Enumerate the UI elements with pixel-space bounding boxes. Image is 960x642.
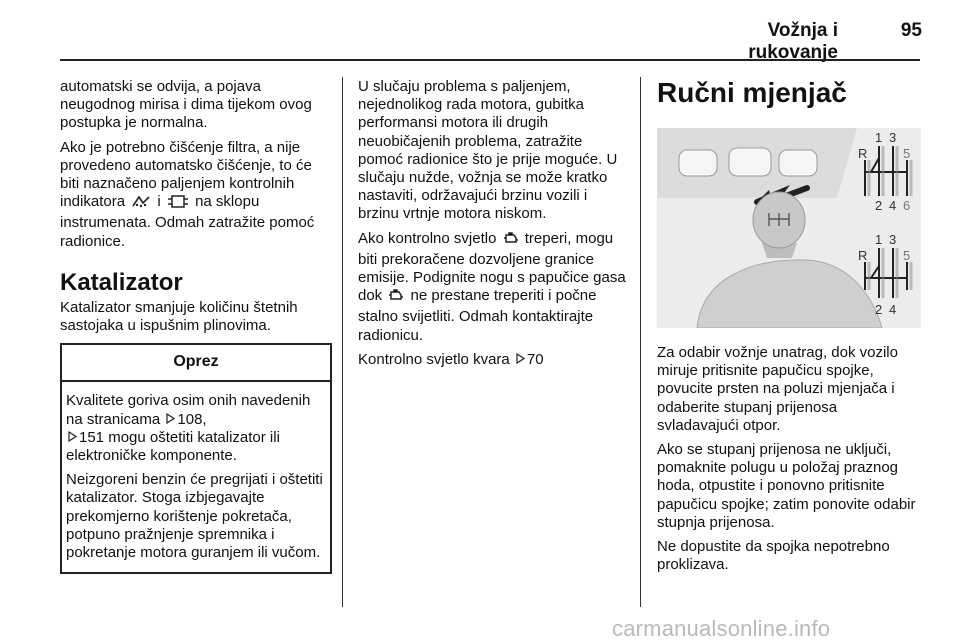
column-2 [358, 78, 630, 375]
text: na sklopu instrumenata. Odmah zatražite pomoć radionice. [60, 193, 315, 250]
paragraph: U slučaju problema s paljenjem, nejednolikog rada motora, gubitka performansi motora ili drugih neuobičajenih problema, zatražite pomoć radionice što je prije moguće. U slučaju nužde, vožnja se može kratko nastaviti, održavajući brzinu vozili i brzinu vrtnje motora niskom. [358, 78, 618, 223]
paragraph [358, 351, 630, 369]
page-reference-link[interactable]: 70 [526, 350, 544, 368]
page-number: 95 [900, 20, 922, 41]
header-rule [60, 59, 920, 61]
shift-label-4-bottom: 4 [889, 302, 897, 317]
text: Kontrolno svjetlo kvara [358, 350, 510, 368]
text: Kvalitete goriva osim onih navedenih na stranicama [66, 392, 311, 428]
shift-label-5-top: 5 [903, 146, 911, 161]
paragraph: Katalizator smanjuje količinu štetnih sastojaka u ispušnim plinovima. [60, 298, 298, 335]
page-reference-icon [516, 351, 525, 369]
paragraph: Za odabir vožnje unatrag, dok vozilo miruje pritisnite papučicu spojke, povucite prsten na poluzi mjenjača i odaberite stupanj prijenosa svladavajući otpor. [657, 344, 898, 434]
engine-electronics-icon [167, 194, 189, 214]
paragraph [60, 139, 332, 251]
text: ne prestane treperiti i počne stalno svijetliti. Odmah kontaktirajte radionicu. [358, 287, 597, 344]
diesel-filter-icon [131, 194, 151, 214]
text: Ako je potrebno čišćenje filtra, a nije provedeno automatsko čišćenje, to će biti naznačeno paljenjem kontrolnih indikatora [60, 138, 312, 211]
malfunction-lamp-icon [503, 231, 519, 251]
paragraph [358, 230, 630, 345]
column-divider [640, 77, 641, 607]
section-title-manual-transmission: Ručni mjenjač [657, 77, 847, 108]
caution-title: Oprez [62, 345, 330, 382]
shift-label-3-bottom: 3 [889, 232, 897, 247]
paragraph: automatski se odvija, a pojava neugodnog mirisa i dima tijekom ovog postupka je normalna. [60, 78, 312, 132]
paragraph: Ako se stupanj prijenosa ne uključi, pomaknite polugu u položaj praznog hoda, otpustite i ponovno pritisnite papučicu spojke; zatim ponovite odabir stupnja prijenosa. [657, 441, 916, 531]
shift-label-R-top: R [858, 146, 868, 161]
caution-body [62, 382, 330, 572]
shift-label-2-top: 2 [875, 198, 883, 213]
paragraph: Ne dopustite da spojka nepotrebno proklizava. [657, 538, 890, 574]
page-reference-icon [68, 429, 77, 447]
text: treperi, mogu biti prekoračene dozvoljene granice emisije. Podignite nogu s papučice gasa dok [358, 229, 626, 305]
caution-box [60, 343, 332, 574]
shift-label-4-top: 4 [889, 198, 897, 213]
shift-label-3-top: 3 [889, 130, 897, 145]
shift-label-1-top: 1 [875, 130, 883, 145]
page-reference-icon [166, 411, 175, 429]
shift-label-2-bottom: 2 [875, 302, 883, 317]
gear-lever-diagram [657, 128, 921, 328]
gear-shift-illustration [657, 128, 921, 328]
page-header-title: Vožnja i rukovanje [748, 20, 838, 63]
text: Ako kontrolno svjetlo [358, 229, 497, 247]
shift-label-R-bottom: R [858, 248, 868, 263]
shift-label-6-top: 6 [903, 198, 911, 213]
section-title-catalyst: Katalizator [60, 268, 183, 296]
page-reference-link[interactable]: 151 mogu oštetiti katalizator ili elektroničke komponente. [66, 428, 280, 465]
watermark: carmanualsonline.info [612, 616, 831, 641]
malfunction-lamp-icon [388, 288, 404, 308]
paragraph [66, 392, 326, 465]
shift-label-1-bottom: 1 [875, 232, 883, 247]
paragraph: Neizgoreni benzin će pregrijati i oštetiti katalizator. Stoga izbjegavajte prekomjerno korištenje pokretača, potpuno pražnjenje spremnika i pokretanje motora guranjem ili vučom. [66, 471, 323, 562]
shift-label-5-bottom: 5 [903, 248, 911, 263]
column-3 [657, 78, 921, 580]
page-reference-link[interactable]: 108, [177, 410, 207, 428]
column-1 [60, 78, 332, 574]
column-divider [342, 77, 343, 607]
text: i [157, 193, 161, 211]
